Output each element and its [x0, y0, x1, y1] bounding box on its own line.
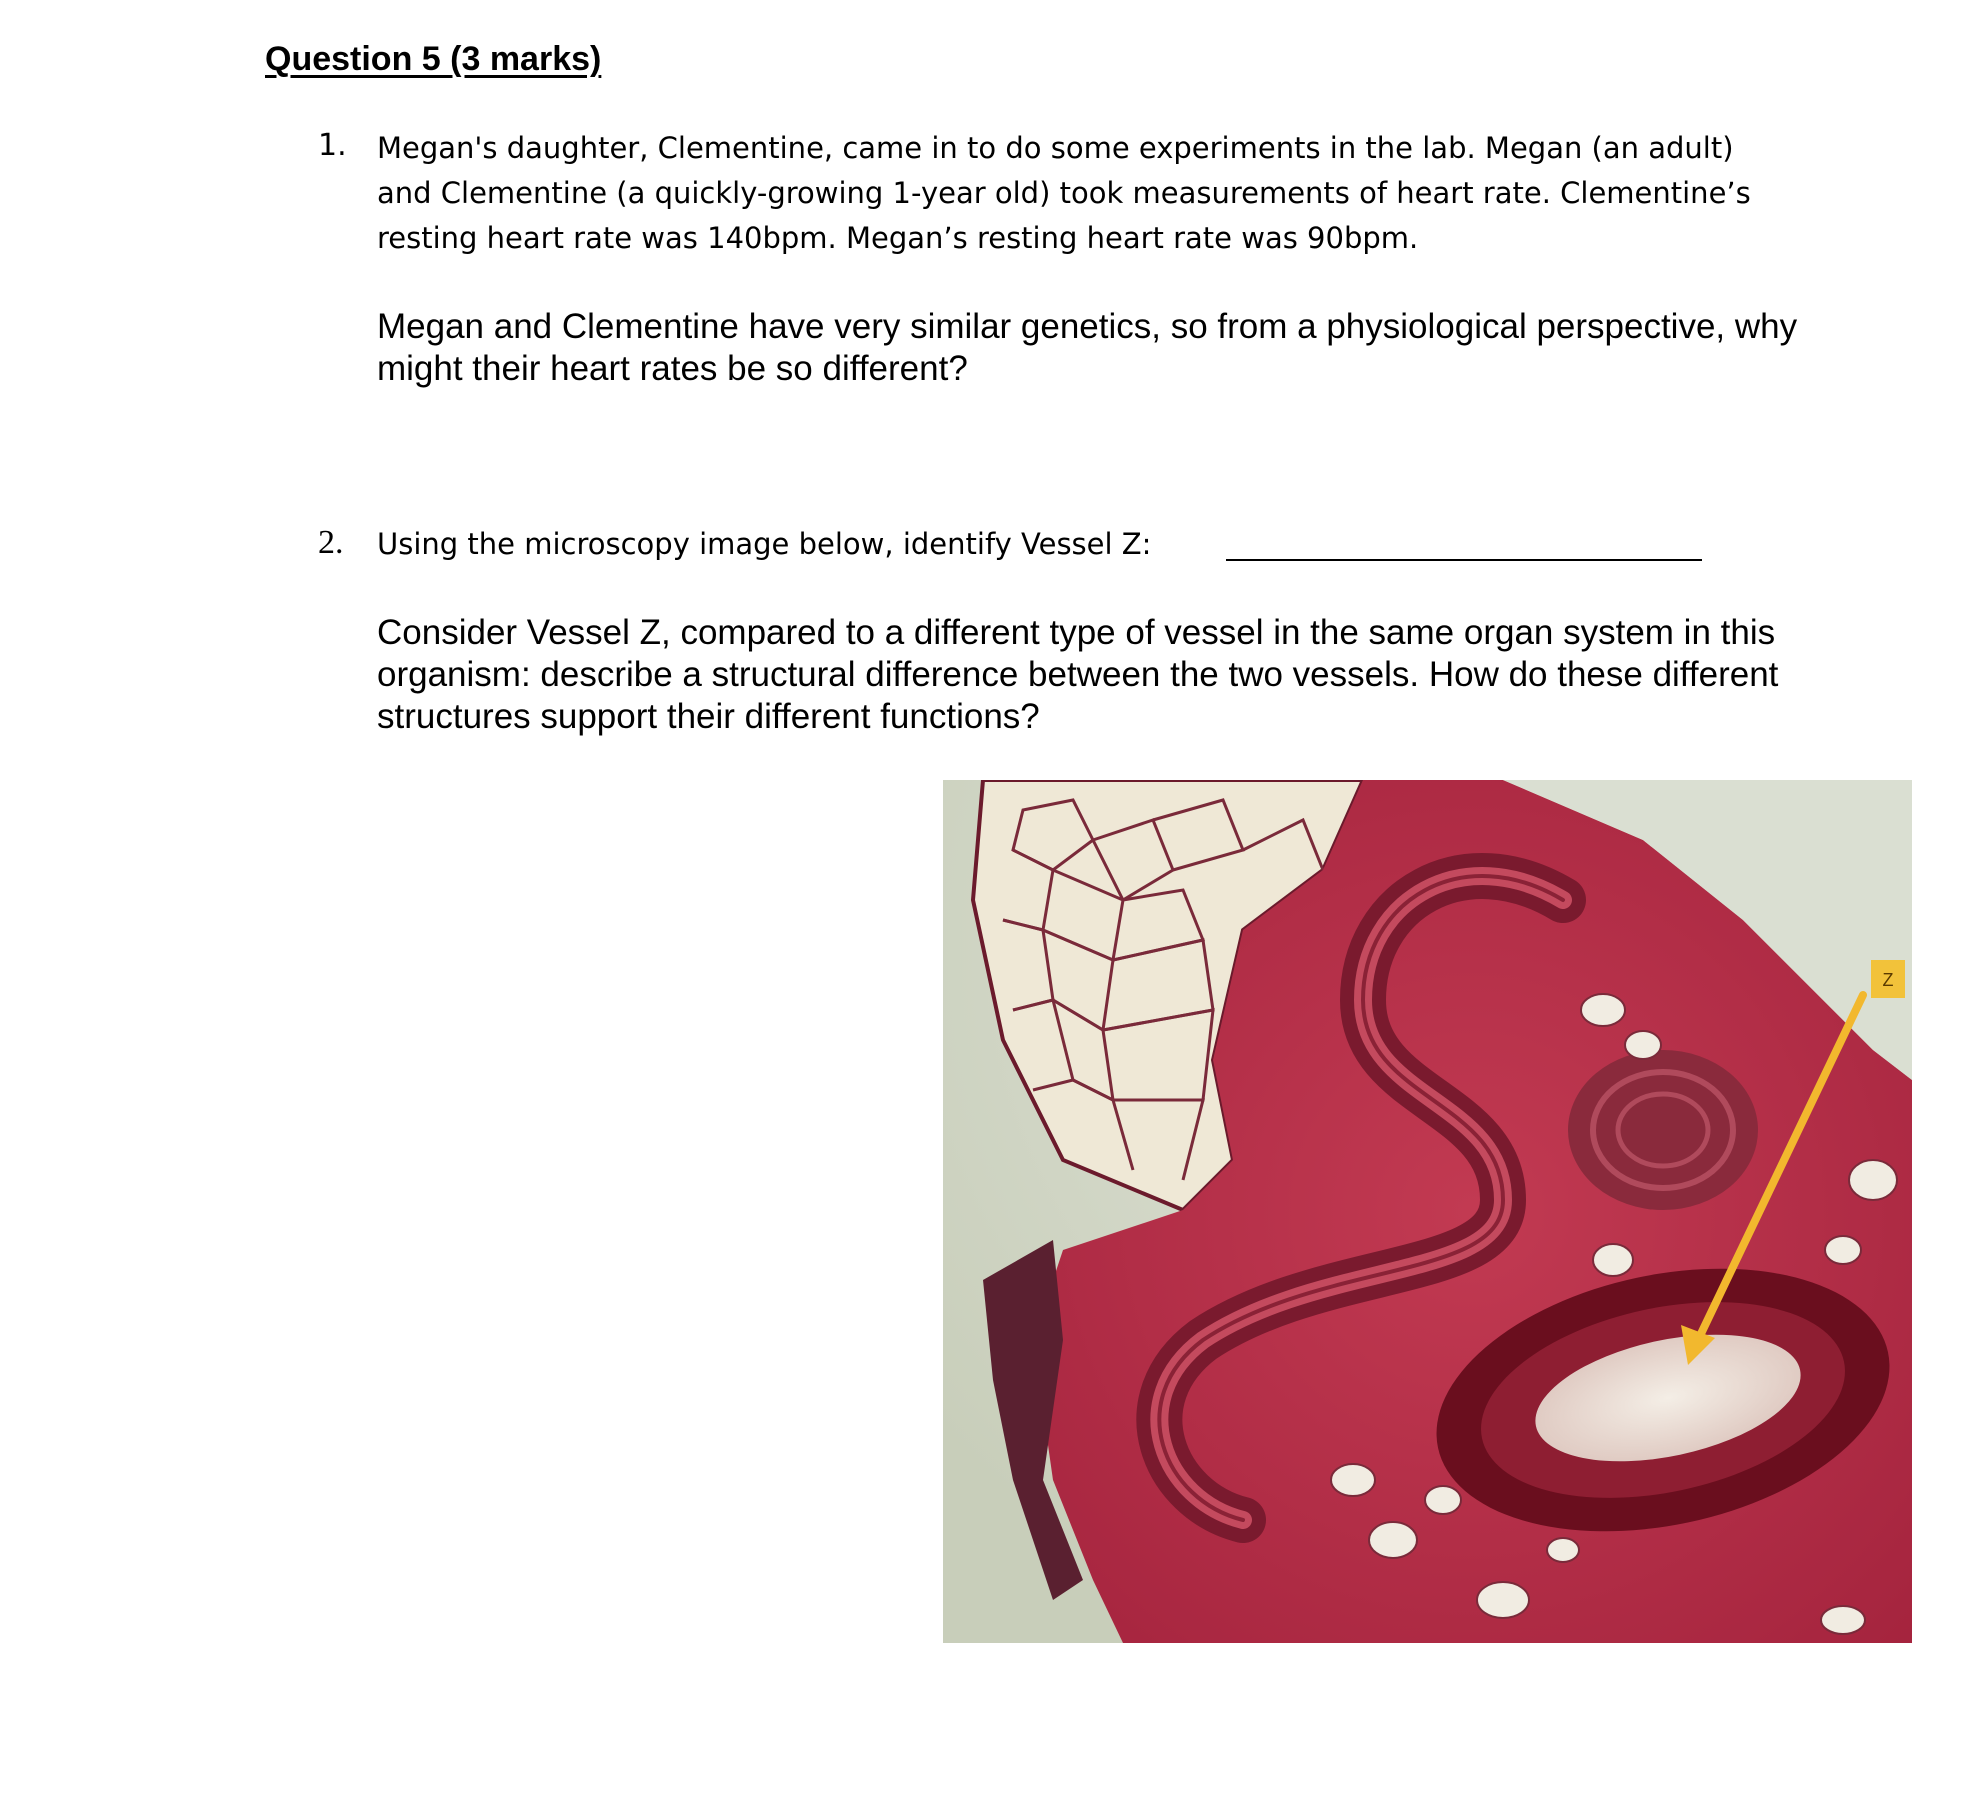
item-1-scenario-line: resting heart rate was 140bpm. Megan’s resting heart rate was 90bpm. [377, 221, 1419, 255]
item-2-question-line: organism: describe a structural difference between the two vessels. How do these different [377, 655, 1779, 694]
z-label-text: Z [1882, 970, 1894, 990]
item-2-prompt: Using the microscopy image below, identify Vessel Z: [377, 527, 1152, 561]
item-2-question-line: structures support their different functions? [377, 697, 1040, 736]
item-1-question-line: might their heart rates be so different? [377, 349, 968, 388]
item-1-question [377, 306, 1797, 390]
item-1-question-line: Megan and Clementine have very similar genetics, so from a physiological perspective, why [377, 307, 1798, 346]
answer-blank-line[interactable] [1226, 559, 1702, 561]
item-2-question-line: Consider Vessel Z, compared to a different type of vessel in the same organ system in this [377, 613, 1776, 652]
item-1-scenario-line: Megan's daughter, Clementine, came in to do some experiments in the lab. Megan (an adult) [377, 131, 1734, 165]
item-2-question [377, 612, 1778, 738]
z-label [1871, 960, 1905, 998]
tissue-bundle [1568, 1050, 1758, 1210]
item-2-number: 2. [318, 524, 344, 561]
question-title: Question 5 (3 marks) [265, 40, 602, 78]
item-1-number: 1. [318, 128, 347, 163]
item-1-scenario-line: and Clementine (a quickly-growing 1-year old) took measurements of heart rate. Clementine’s [377, 176, 1751, 210]
item-1-scenario [377, 126, 1751, 261]
microscopy-image [943, 780, 1912, 1643]
